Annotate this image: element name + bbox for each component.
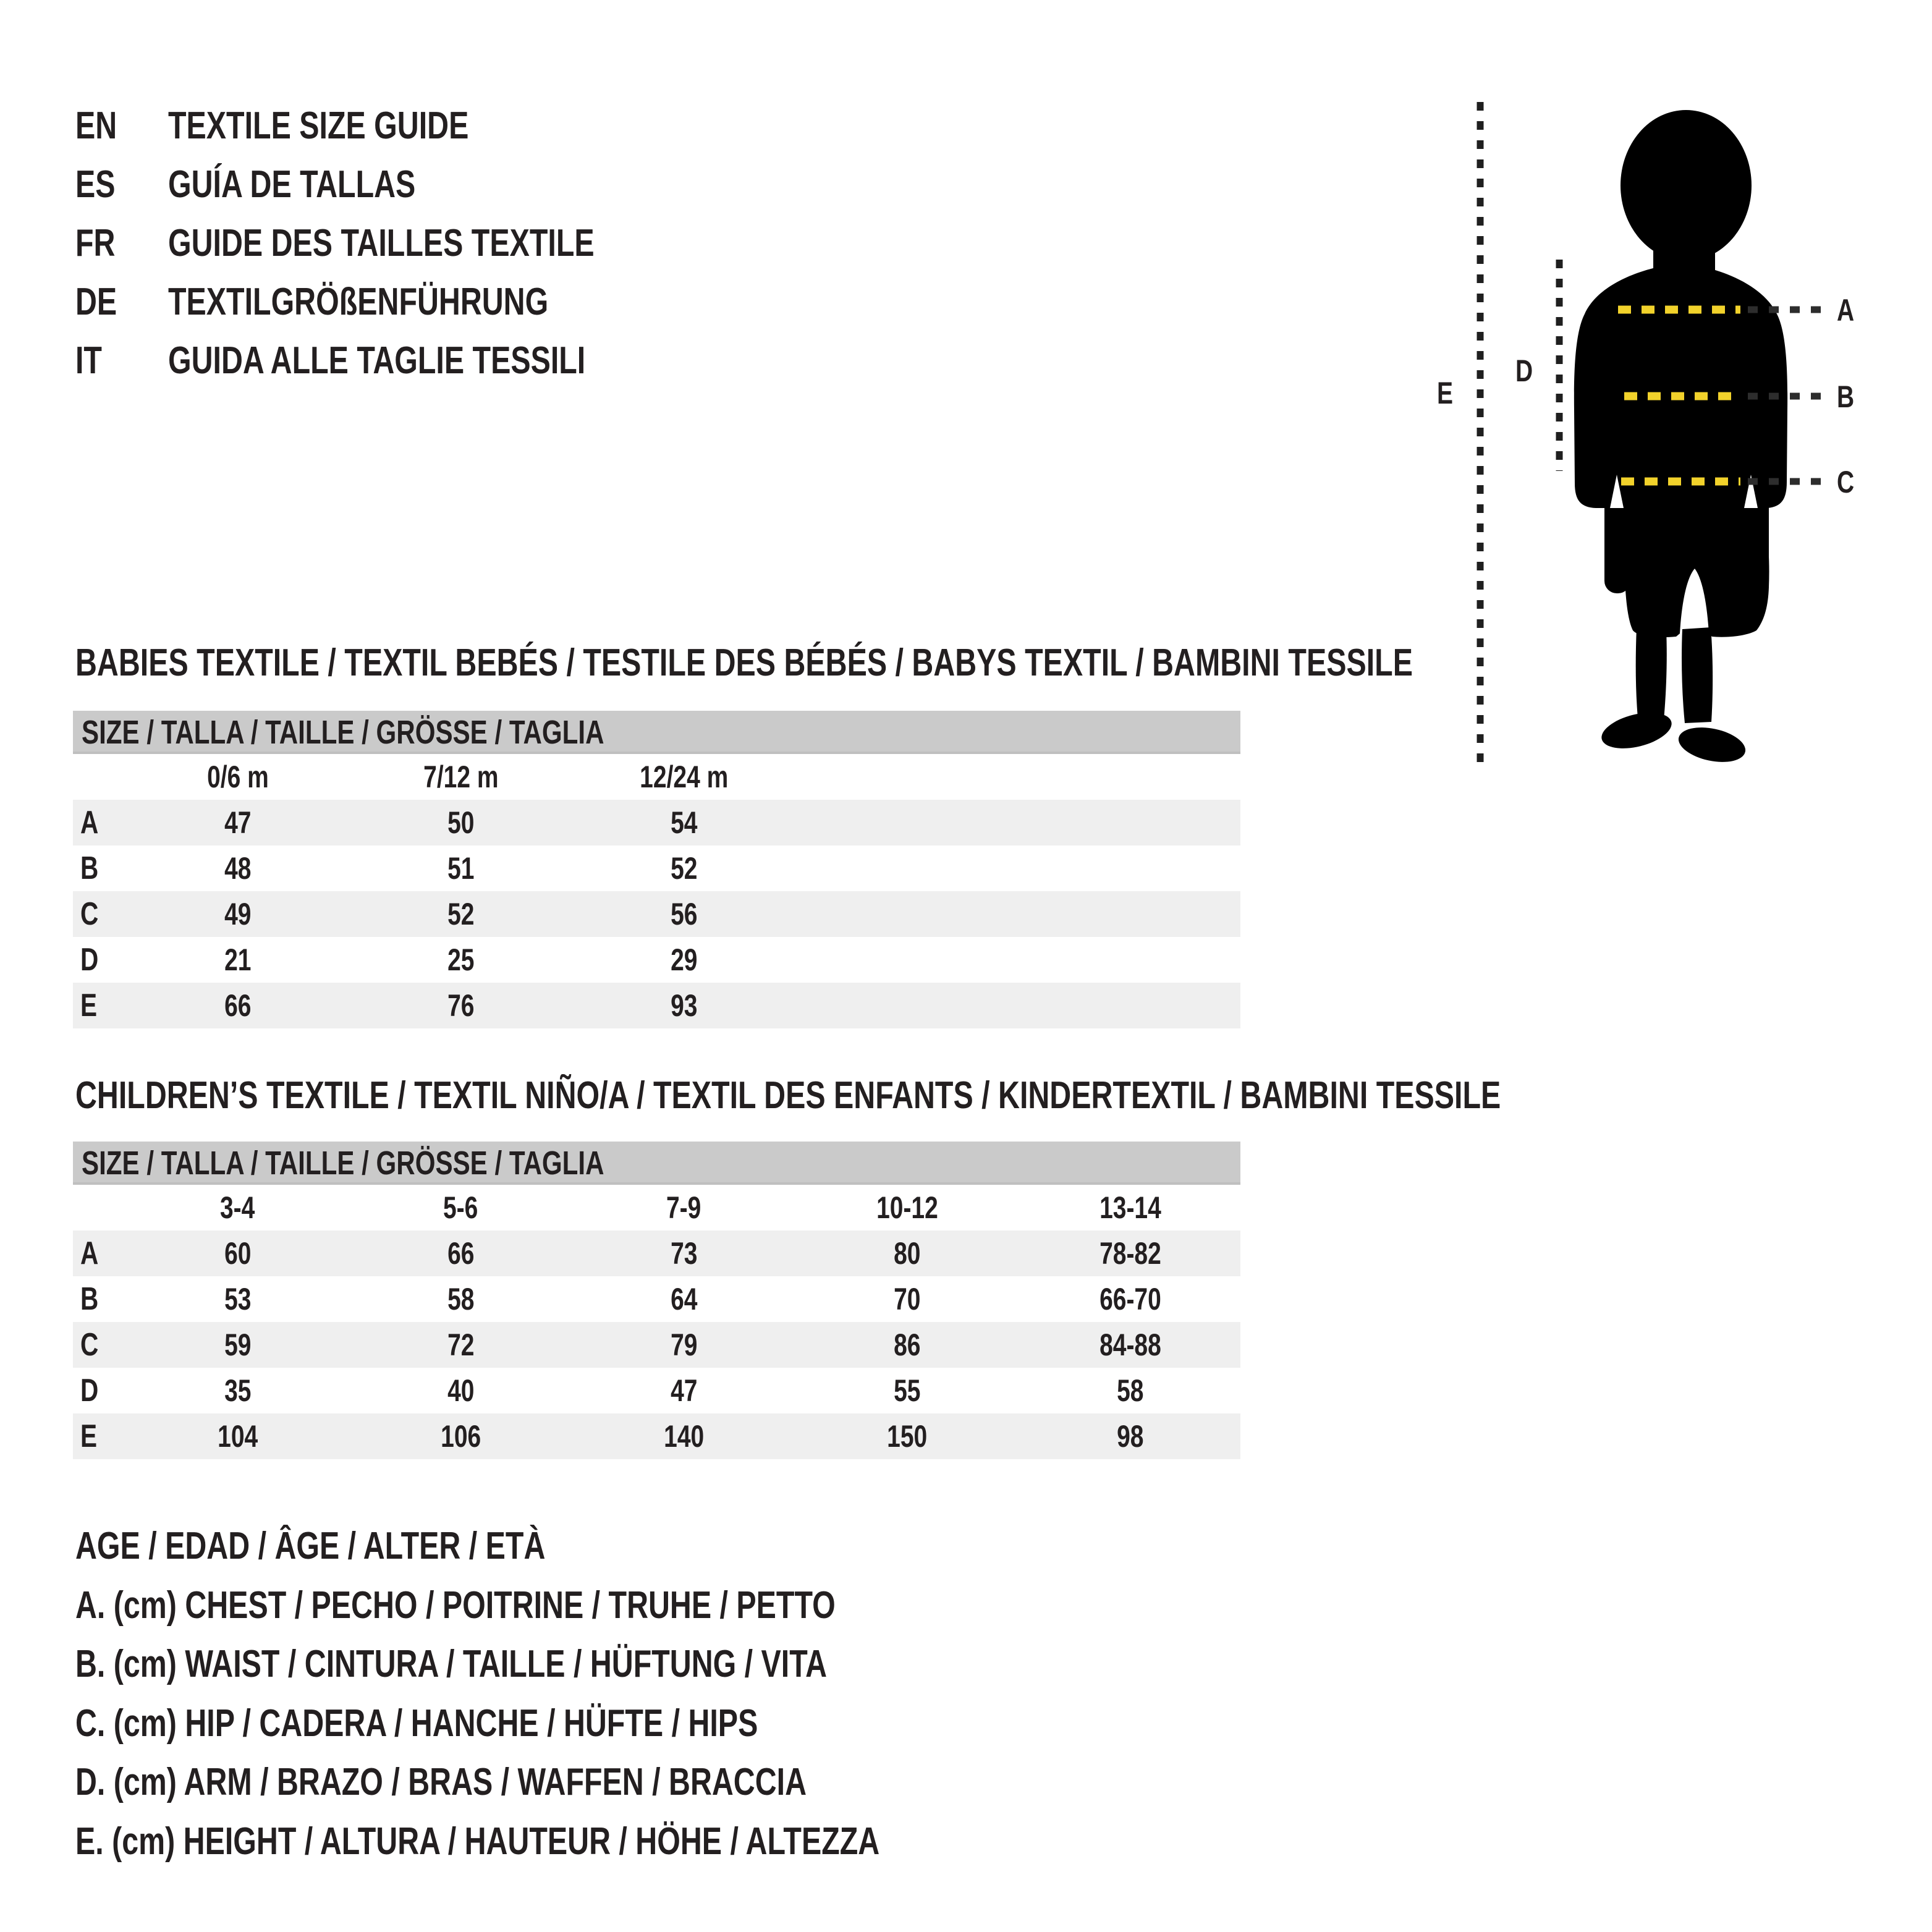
- babies-section-heading: BABIES TEXTILE / TEXTIL BEBÉS / TESTILE DES BÉBÉS / BABYS TEXTIL / BAMBINI TESSILE: [75, 642, 1413, 684]
- size-value: 79: [670, 1328, 698, 1362]
- table-row: [73, 845, 1240, 891]
- size-value: 54: [670, 805, 698, 840]
- size-value: 98: [1116, 1419, 1144, 1454]
- language-code: DE: [75, 281, 117, 323]
- size-value: 64: [670, 1282, 698, 1316]
- legend-item-d: D. (cm) ARM / BRAZO / BRAS / WAFFEN / BRACCIA: [75, 1761, 807, 1803]
- size-value: 35: [224, 1373, 252, 1408]
- size-value: 78-82: [1099, 1236, 1161, 1271]
- row-label: E: [80, 988, 98, 1023]
- size-value: 47: [224, 805, 252, 840]
- column-header: 12/24 m: [639, 760, 729, 794]
- row-label: C: [80, 1327, 99, 1363]
- legend-item-a: A. (cm) CHEST / PECHO / POITRINE / TRUHE / PETTO: [75, 1583, 836, 1627]
- column-header: 13-14: [1099, 1190, 1161, 1225]
- language-row: [75, 96, 714, 155]
- size-value: 70: [893, 1282, 921, 1316]
- column-header: 7-9: [666, 1190, 701, 1225]
- size-value: 73: [670, 1236, 698, 1271]
- table-row: [73, 1322, 1240, 1368]
- row-label: D: [80, 1373, 99, 1409]
- size-value: 21: [224, 943, 252, 977]
- language-row: [75, 331, 714, 390]
- size-value: 47: [670, 1373, 698, 1408]
- size-bar: SIZE / TALLA / TAILLE / GRÖSSE / TAGLIA: [73, 1142, 1240, 1185]
- size-value: 53: [224, 1282, 252, 1316]
- size-value: 86: [893, 1328, 921, 1362]
- row-label: B: [80, 850, 99, 886]
- size-value: 66: [447, 1236, 475, 1271]
- size-value: 55: [893, 1373, 921, 1408]
- language-code: ES: [75, 163, 116, 206]
- size-value: 72: [447, 1328, 475, 1362]
- measurement-legend: [75, 1517, 1106, 1871]
- language-title-block: [75, 96, 714, 390]
- language-row: [75, 214, 714, 273]
- measure-label-e: E: [1437, 375, 1454, 411]
- table-row: [73, 1413, 1240, 1459]
- size-value: 52: [447, 897, 475, 931]
- size-value: 84-88: [1099, 1328, 1161, 1362]
- language-code: FR: [75, 222, 116, 265]
- table-row: [73, 1231, 1240, 1276]
- legend-item-c: C. (cm) HIP / CADERA / HANCHE / HÜFTE / HIPS: [75, 1701, 758, 1745]
- legend-item-e: E. (cm) HEIGHT / ALTURA / HAUTEUR / HÖHE / ALTEZZA: [75, 1820, 880, 1863]
- language-row: [75, 273, 714, 331]
- size-value: 40: [447, 1373, 475, 1408]
- row-label: A: [80, 1235, 99, 1271]
- table-row: [73, 937, 1240, 983]
- size-value: 106: [440, 1419, 481, 1454]
- language-title: GUÍA DE TALLAS: [168, 163, 416, 206]
- measure-label-a: A: [1837, 292, 1855, 328]
- language-title: TEXTILE SIZE GUIDE: [168, 104, 469, 147]
- size-value: 66-70: [1099, 1282, 1161, 1316]
- language-row: [75, 155, 714, 214]
- children-column-header-row: [73, 1185, 1240, 1231]
- column-header: 7/12 m: [423, 760, 499, 794]
- size-value: 51: [447, 851, 475, 886]
- measure-label-b: B: [1837, 379, 1855, 415]
- size-value: 80: [893, 1236, 921, 1271]
- babies-column-header-row: [73, 754, 1240, 800]
- size-value: 60: [224, 1236, 252, 1271]
- children-size-table: [73, 1142, 1240, 1459]
- column-header: 10-12: [876, 1190, 938, 1225]
- language-title: GUIDE DES TAILLES TEXTILE: [168, 222, 595, 265]
- measure-label-d: D: [1515, 353, 1533, 389]
- row-label: C: [80, 896, 99, 932]
- size-value: 104: [217, 1419, 258, 1454]
- row-label: B: [80, 1281, 99, 1317]
- language-code: EN: [75, 104, 117, 147]
- table-row: [73, 1276, 1240, 1322]
- size-value: 59: [224, 1328, 252, 1362]
- size-value: 58: [447, 1282, 475, 1316]
- children-section-heading: CHILDREN’S TEXTILE / TEXTIL NIÑO/A / TEXTIL DES ENFANTS / KINDERTEXTIL / BAMBINI TESSILE: [75, 1074, 1501, 1117]
- column-header: 5-6: [443, 1190, 478, 1225]
- language-code: IT: [75, 339, 102, 382]
- size-value: 52: [670, 851, 698, 886]
- size-value: 49: [224, 897, 252, 931]
- table-row: [73, 800, 1240, 845]
- row-label: A: [80, 805, 99, 841]
- column-header: 3-4: [220, 1190, 255, 1225]
- size-value: 76: [447, 988, 475, 1023]
- table-row: [73, 1368, 1240, 1413]
- row-label: E: [80, 1418, 98, 1454]
- size-value: 48: [224, 851, 252, 886]
- size-value: 140: [663, 1419, 705, 1454]
- row-label: D: [80, 942, 99, 978]
- measure-label-c: C: [1837, 464, 1855, 500]
- size-value: 58: [1116, 1373, 1144, 1408]
- babies-size-table: [73, 711, 1240, 1028]
- size-bar: SIZE / TALLA / TAILLE / GRÖSSE / TAGLIA: [73, 711, 1240, 754]
- size-value: 25: [447, 943, 475, 977]
- size-value: 50: [447, 805, 475, 840]
- size-value: 56: [670, 897, 698, 931]
- size-value: 150: [886, 1419, 928, 1454]
- size-value: 93: [670, 988, 698, 1023]
- legend-item-b: B. (cm) WAIST / CINTURA / TAILLE / HÜFTUNG / VITA: [75, 1643, 828, 1685]
- column-header: 0/6 m: [206, 760, 269, 794]
- language-title: GUIDA ALLE TAGLIE TESSILI: [168, 339, 586, 382]
- size-value: 66: [224, 988, 252, 1023]
- size-value: 29: [670, 943, 698, 977]
- legend-age-line: AGE / EDAD / ÂGE / ALTER / ETÀ: [75, 1525, 546, 1567]
- table-row: [73, 983, 1240, 1028]
- language-title: TEXTILGRÖßENFÜHRUNG: [168, 281, 549, 323]
- table-row: [73, 891, 1240, 937]
